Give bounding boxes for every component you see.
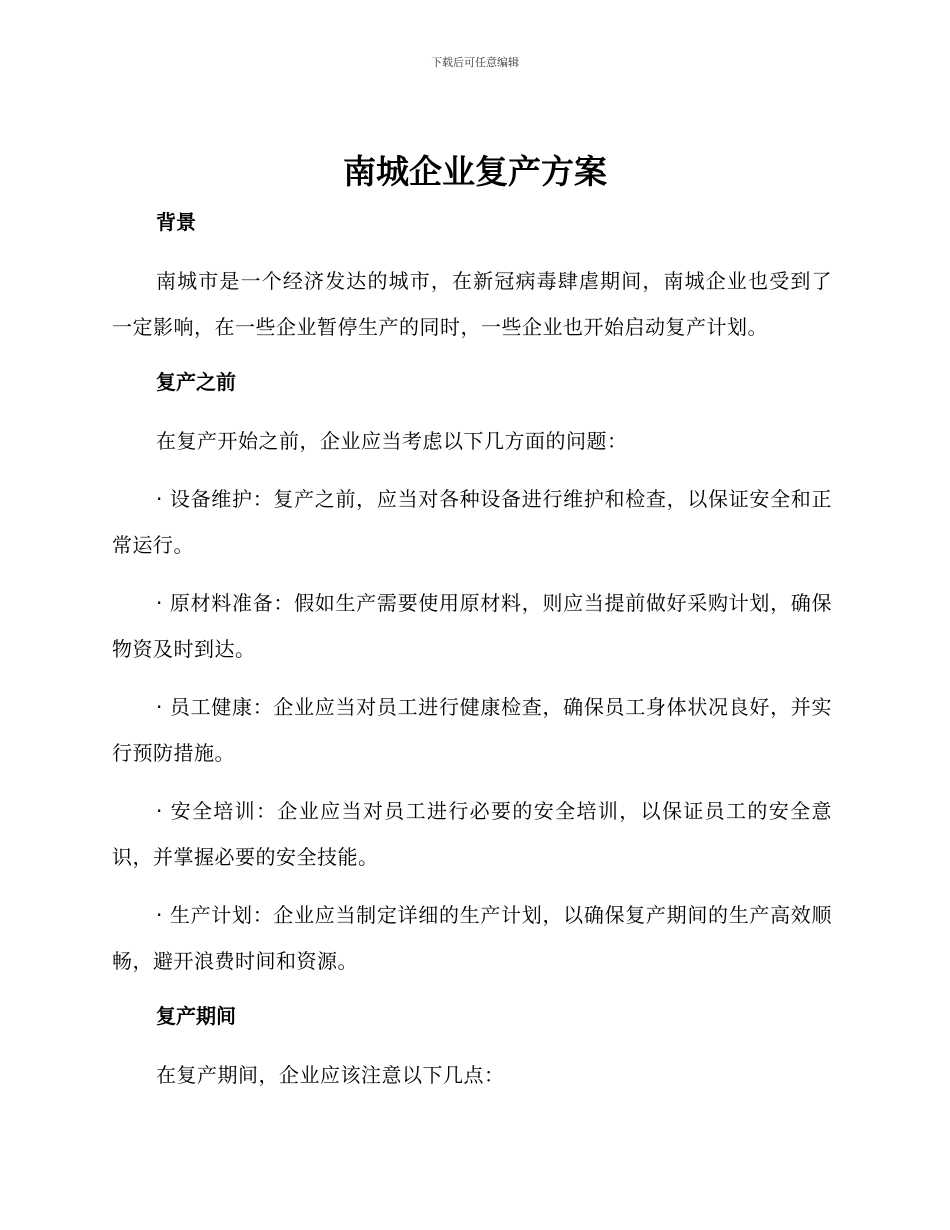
paragraph: 在复产期间，企业应该注意以下几点： — [156, 1063, 505, 1087]
header-note: 下载后可任意编辑 — [431, 56, 519, 69]
bullet-item-materials: · 原材料准备：假如生产需要使用原材料，则应当提前做好采购计划，确保物资及时到达。 — [112, 591, 832, 661]
section-heading-background: 背景 — [156, 210, 196, 234]
paragraph: 在复产开始之前，企业应当考虑以下几方面的问题： — [156, 429, 628, 453]
bullet-item-equipment: · 设备维护：复产之前，应当对各种设备进行维护和检查，以保证安全和正常运行。 — [112, 487, 832, 557]
bullet-item-production-plan: · 生产计划：企业应当制定详细的生产计划，以确保复产期间的生产高效顺畅，避开浪费时间和资源。 — [112, 903, 832, 973]
bullet-item-safety-training: · 安全培训：企业应当对员工进行必要的安全培训，以保证员工的安全意识，并掌握必要的安全技能。 — [112, 799, 832, 869]
bullet-item-health: · 员工健康：企业应当对员工进行健康检查，确保员工身体状况良好，并实行预防措施。 — [112, 695, 832, 765]
document-body — [112, 202, 832, 1112]
document-title: 南城企业复产方案 — [343, 152, 607, 191]
section-heading-during-resumption: 复产期间 — [156, 1004, 236, 1028]
section-heading-before-resumption: 复产之前 — [156, 370, 236, 394]
paragraph: 南城市是一个经济发达的城市，在新冠病毒肆虐期间，南城企业也受到了一定影响，在一些企业暂停生产的同时，一些企业也开始启动复产计划。 — [112, 269, 832, 339]
